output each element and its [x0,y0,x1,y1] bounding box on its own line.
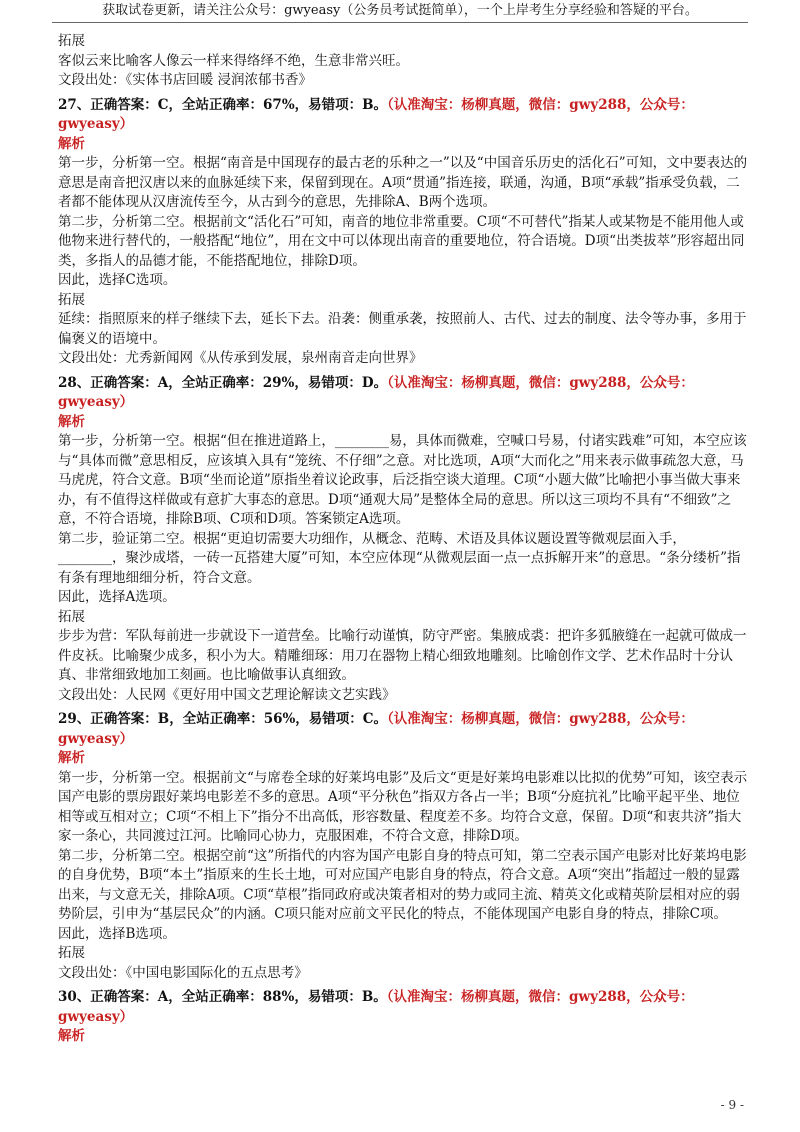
ad-text: （认准淘宝：杨柳真题，微信：gwy288，公众号：gwyeasy） [58,989,694,1025]
answer-line [58,710,748,749]
conclusion: 因此，选择C选项。 [58,272,177,288]
answer-line [58,96,748,135]
answer-head: 27、正确答案：C，全站正确率：67%，易错项：B。 [58,96,388,113]
conclusion: 因此，选择B选项。 [58,925,176,942]
jiexi-label: 解析 [58,135,85,152]
tuozhan-label: 拓展 [58,608,85,625]
tuozhan-label: 拓展 [58,33,85,49]
analysis-step1: 第一步，分析第一空。根据“南音是中国现存的最古老的乐种之一”以及“中国音乐历史的活化石”可知，文中要表达的意思是南音把汉唐以来的血脉延续下来，保留到现在。A项“贯通”指连接，联通，沟通，B项“承载”指承受负载，二者都不能体现从汉唐流传至今，从古到今的意思，先排除A、B两个选项。 [58,155,748,210]
source-line: 文段出处：人民网《更好用中国文艺理论解读文艺实践》 [58,686,396,703]
tuozhan-label: 拓展 [58,945,85,961]
page-number: - 9 - [720,1098,744,1112]
jiexi-label: 解析 [58,1028,85,1044]
tuozhan-text: 客似云来比喻客人像云一样来得络绎不绝，生意非常兴旺。 [58,52,409,69]
source-line: 文段出处：《中国电影国际化的五点思考》 [58,964,308,981]
question-28 [58,374,748,706]
tuozhan-text: 步步为营：军队每前进一步就设下一道营垒。比喻行动谨慎，防守严密。集腋成裘：把许多狐腋缝在一起就可做成一件皮袄。比喻聚少成多，积小为大。精雕细琢：用刀在器物上精心细致地雕刻。比喻创作文学、艺术作品时十分认真、非常细致地加工刻画。也比喻做事认真细致。 [58,628,747,683]
answer-line [58,988,748,1027]
source-line: 文段出处：《实体书店回暖 浸润浓郁书香》 [58,72,313,88]
analysis-step2: 第二步，验证第二空。根据“更迫切需要大功细作，从概念、范畴、术语及具体议题设置等微观层面入手，________，聚沙成塔，一砖一瓦搭建大厦”可知，本空应体现“从微观层面一点一点拆解开来”的意思。“条分缕析”指有条有理地细细分析，符合文意。 [58,530,741,586]
answer-head: 28、正确答案：A，全站正确率：29%，易错项：D。 [58,374,388,391]
tuozhan-label: 拓展 [58,291,85,308]
conclusion: 因此，选择A选项。 [58,589,176,605]
top-section [58,32,748,91]
analysis-step1: 第一步，分析第一空。根据前文“与席卷全球的好莱坞电影”及后文“更是好莱坞电影难以比拟的优势”可知，该空表示国产电影的票房跟好莱坞电影差不多的意思。A项“平分秋色”指双方各占一半；B项“分庭抗礼”比喻平起平坐、地位相等或互相对立；C项“不相上下”指分不出高低，形容数量、程度差不多。均符合文意，保留。D项“和衷共济”指大家一条心，共同渡过江河。比喻同心协力，克服困难，不符合文意，排除D项。 [58,769,748,844]
analysis-step2: 第二步，分析第二空。根据空前“这”所指代的内容为国产电影自身的特点可知，第二空表示国产电影对比好莱坞电影的自身优势，B项“本土”指原来的生长土地，可对应国产电影自身的特点，符合文意。A项“突出”指超过一般的显露出来，与文意无关，排除A项。C项“草根”指同政府或决策者相对的势力或同主流、精英文化或精英阶层相对应的弱势阶层，引申为“基层民众”的内涵。C项只能对应前文平民化的特点，不能体现国产电影自身的特点，排除C项。 [58,847,747,922]
jiexi-label: 解析 [58,413,85,430]
ad-text: （认准淘宝：杨柳真题，微信：gwy288，公众号：gwyeasy） [58,96,694,132]
ad-text: （认准淘宝：杨柳真题，微信：gwy288，公众号：gwyeasy） [58,711,694,747]
analysis-step1: 第一步，分析第一空。根据“但在推进道路上，________易，具体而微难，空喊口号易，付诸实践难”可知，本空应该与“具体而微”意思相反，应该填入具有“笼统、不仔细”之意。对比选项，A项“大而化之”用来表示做事疏忽大意，马马虎虎，符合文意。B项“坐而论道”原指坐着议论政事，后泛指空谈大道理。C项“小题大做”比喻把小事当做大事来办，有不值得这样做或有意扩大事态的意思。D项“通观大局”是整体全局的意思。所以这三项均不具有“不细致”之意，不符合语境，排除B项、C项和D项。答案锁定A选项。 [58,433,747,527]
analysis-step2: 第二步，分析第二空。根据前文“活化石”可知，南音的地位非常重要。C项“不可替代”指某人或某物是不能用他人或他物来进行替代的，一般搭配“地位”，用在文中可以体现出南音的重要地位，符合语境。D项“出类拔萃”形容超出同类，多指人的品德才能，不能搭配地位，排除D项。 [58,213,745,269]
answer-line [58,374,748,413]
source-line: 文段出处：尤秀新闻网《从传承到发展，泉州南音走向世界》 [58,350,423,366]
page-content [58,32,748,1052]
tuozhan-text: 延续：指照原来的样子继续下去，延长下去。沿袭：侧重承袭，按照前人、古代、过去的制度、法令等办事，多用于偏褒义的语境中。 [58,311,747,347]
question-29 [58,710,748,983]
jiexi-label: 解析 [58,750,85,766]
page-header: 获取试卷更新，请关注公众号：gwyeasy（公务员考试挺简单），一个上岸考生分享经验和答疑的平台。 [52,0,748,23]
ad-text: （认准淘宝：杨柳真题，微信：gwy288，公众号：gwyeasy） [58,374,694,410]
question-27 [58,96,748,369]
answer-head: 29、正确答案：B，全站正确率：56%，易错项：C。 [58,711,388,727]
answer-head: 30、正确答案：A，全站正确率：88%，易错项：B。 [58,989,387,1005]
question-30 [58,988,748,1047]
